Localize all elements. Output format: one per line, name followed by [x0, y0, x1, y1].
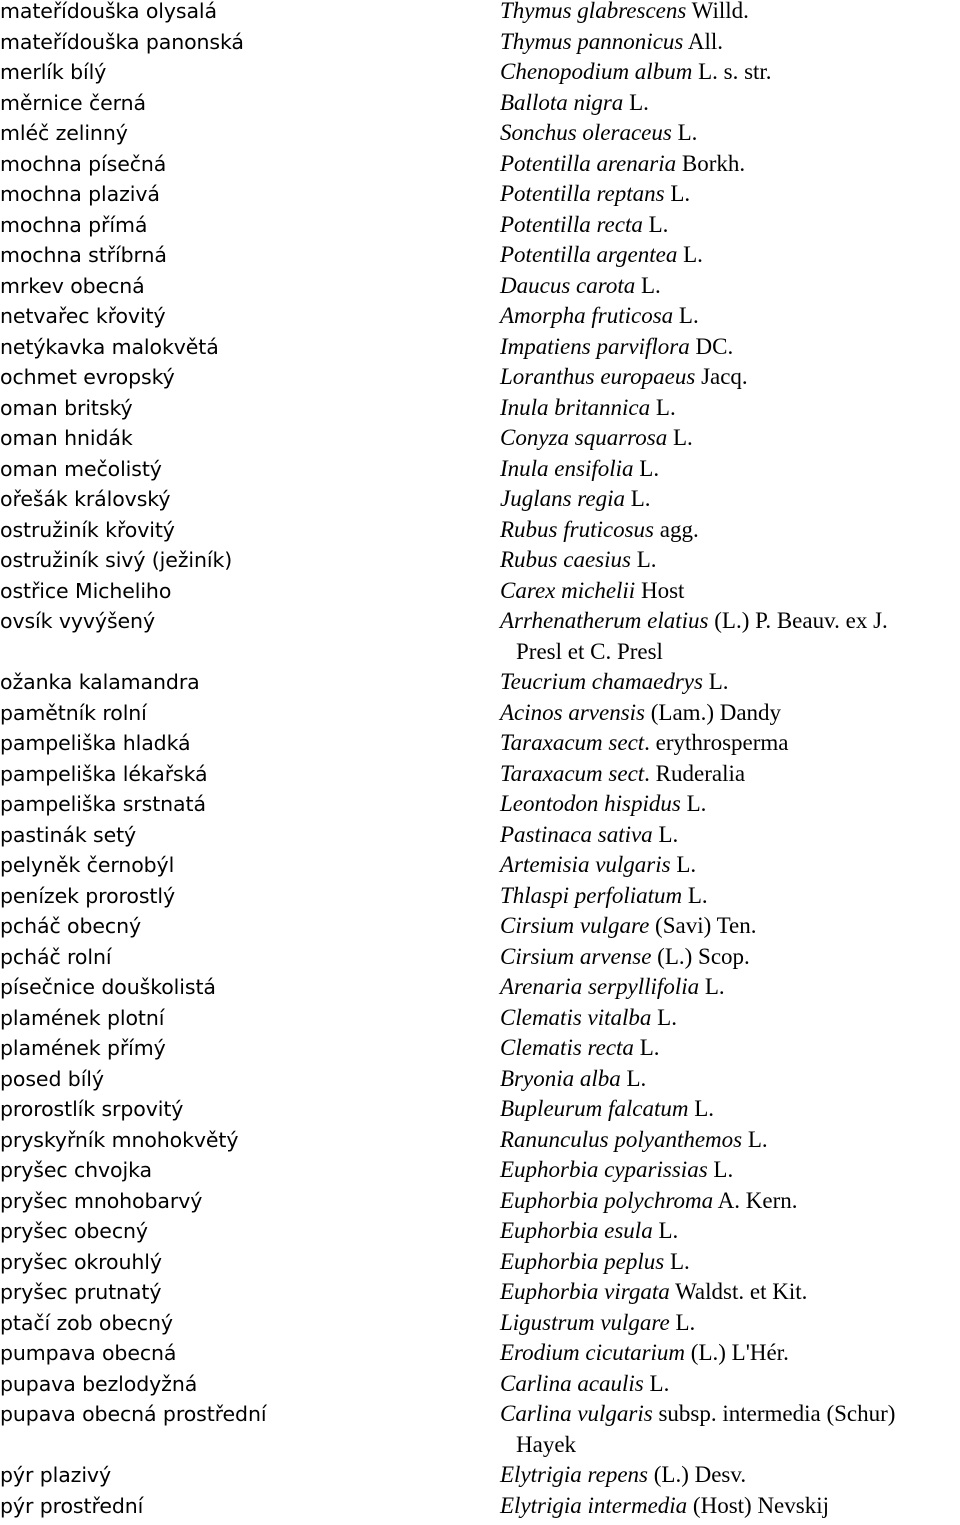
czech-name: pryšec okrouhlý [0, 1249, 162, 1274]
authority: L. [667, 425, 693, 450]
czech-name: ostřice Micheliho [0, 578, 172, 603]
czech-name: mochna přímá [0, 212, 148, 237]
czech-name: pamětník rolní [0, 700, 147, 725]
species-row [0, 393, 960, 424]
latin-name [500, 759, 960, 790]
latin-name [500, 240, 960, 271]
species-row [0, 332, 960, 363]
authority: L. [680, 791, 707, 816]
binomial: Potentilla argentea [500, 242, 678, 267]
czech-name: mochna plazivá [0, 182, 160, 206]
binomial: Chenopodium album [500, 59, 693, 84]
authority: L. [682, 882, 708, 908]
binomial: Euphorbia cyparissias [500, 1157, 708, 1182]
latin-name [500, 1186, 960, 1217]
species-row [0, 911, 960, 942]
authority: subsp. intermedia (Schur) [652, 1401, 896, 1426]
binomial: Elytrigia repens [500, 1462, 648, 1487]
binomial: Thymus pannonicus [500, 28, 684, 54]
species-row [0, 118, 960, 149]
czech-name: plamének přímý [0, 1036, 166, 1060]
authority: All. [683, 28, 723, 54]
czech-name: ovsík vyvýšený [0, 609, 155, 633]
authority: L. [699, 974, 725, 999]
binomial: Ranunculus polyanthemos [500, 1126, 743, 1152]
czech-name: pryšec obecný [0, 1219, 148, 1243]
authority: (L.) P. Beauv. ex J. [708, 608, 888, 633]
binomial: Potentilla arenaria [500, 150, 677, 176]
species-row [0, 1399, 960, 1460]
authority: L. [630, 547, 657, 572]
binomial: Cirsium arvense [500, 943, 652, 969]
authority: L. [664, 181, 691, 206]
authority: L. [677, 242, 703, 267]
authority: (L.) L'Hér. [685, 1340, 789, 1365]
czech-name: ostružiník sivý (ježiník) [0, 548, 233, 572]
authority: L. [643, 1370, 670, 1396]
czech-name: mochna písečná [0, 151, 167, 176]
authority: . erythrosperma [644, 730, 789, 755]
authority: . Ruderalia [644, 760, 746, 786]
authority: L. [670, 852, 697, 877]
czech-name: pcháč obecný [0, 914, 141, 938]
czech-name: pýr prostřední [0, 1493, 144, 1518]
species-row [0, 301, 960, 332]
czech-name: pampeliška srstnatá [0, 792, 206, 816]
binomial: Taraxacum sect [500, 760, 645, 786]
binomial: Cirsium vulgare [500, 913, 650, 938]
latin-name [500, 179, 960, 210]
czech-name: mateřídouška panonská [0, 29, 244, 54]
authority: L. [664, 1248, 690, 1274]
authority: L. [623, 89, 649, 115]
czech-name: pampeliška hladká [0, 731, 191, 755]
species-row [0, 942, 960, 973]
czech-name: netýkavka malokvětá [0, 334, 219, 359]
czech-name: posed bílý [0, 1066, 104, 1091]
czech-name: oman britský [0, 395, 133, 420]
authority: L. [671, 120, 698, 145]
binomial: Artemisia vulgaris [500, 852, 671, 877]
czech-name: mléč zelinný [0, 121, 128, 145]
authority: L. [707, 1157, 734, 1182]
binomial: Ballota nigra [500, 89, 624, 115]
latin-name [500, 88, 960, 119]
authority: L. [633, 455, 660, 481]
binomial: Teucrium chamaedrys [500, 669, 703, 694]
authority: L. [669, 1309, 696, 1335]
latin-name [500, 301, 960, 332]
latin-name [500, 393, 960, 424]
czech-name: pryšec prutnatý [0, 1280, 162, 1304]
binomial: Potentilla reptans [500, 181, 665, 206]
species-row [0, 698, 960, 729]
species-row [0, 1003, 960, 1034]
latin-name [500, 1003, 960, 1034]
species-row [0, 362, 960, 393]
latin-name [500, 210, 960, 241]
czech-name: prorostlík srpovitý [0, 1097, 184, 1121]
species-row [0, 576, 960, 607]
latin-name [500, 1155, 960, 1186]
species-row [0, 1491, 960, 1522]
binomial: Erodium cicutarium [500, 1340, 686, 1365]
authority: L. [650, 394, 676, 420]
binomial: Rubus fruticosus [500, 516, 654, 542]
authority: Waldst. et Kit. [669, 1279, 808, 1304]
species-row [0, 271, 960, 302]
authority: L. [688, 1096, 715, 1121]
binomial: Arrhenatherum elatius [500, 608, 709, 633]
binomial: Potentilla recta [500, 211, 643, 237]
latin-name [500, 820, 960, 851]
czech-name: merlík bílý [0, 60, 107, 84]
binomial: Bryonia alba [500, 1065, 621, 1091]
species-row [0, 454, 960, 485]
czech-name: ochmet evropský [0, 365, 175, 389]
czech-name: pupava bezlodyžná [0, 1371, 198, 1396]
binomial: Thlaspi perfoliatum [500, 882, 683, 908]
latin-name [500, 1094, 960, 1125]
binomial: Euphorbia peplus [500, 1248, 665, 1274]
authority: L. [642, 211, 669, 237]
authority: L. [633, 1035, 660, 1060]
latin-name [500, 149, 960, 180]
authority: Host [635, 577, 685, 603]
authority: Willd. [686, 0, 749, 23]
latin-name [500, 576, 960, 607]
species-row [0, 1338, 960, 1369]
species-row [0, 1460, 960, 1491]
binomial: Acinos arvensis [500, 699, 646, 725]
binomial: Leontodon hispidus [500, 791, 681, 816]
species-row [0, 1155, 960, 1186]
authority: A. Kern. [713, 1187, 798, 1213]
binomial: Elytrigia intermedia [500, 1492, 688, 1518]
binomial: Juglans regia [500, 486, 625, 511]
binomial: Rubus caesius [500, 547, 631, 572]
authority-continuation: Presl et C. Presl [516, 638, 663, 664]
czech-name: mochna stříbrná [0, 243, 167, 267]
latin-name [500, 1369, 960, 1400]
latin-name [500, 1033, 960, 1064]
species-row [0, 545, 960, 576]
binomial: Inula ensifolia [500, 455, 634, 481]
species-row [0, 149, 960, 180]
species-row [0, 667, 960, 698]
czech-name: písečnice douškolistá [0, 975, 216, 999]
czech-name: ostružiník křovitý [0, 517, 175, 542]
latin-name [500, 332, 960, 363]
czech-name: pupava obecná prostřední [0, 1402, 267, 1426]
species-row [0, 57, 960, 88]
binomial: Amorpha fruticosa [500, 303, 674, 328]
species-row [0, 210, 960, 241]
czech-name: pastinák setý [0, 822, 137, 847]
species-row [0, 1308, 960, 1339]
authority: (Host) Nevskij [687, 1492, 829, 1518]
authority-continuation: Hayek [516, 1431, 577, 1457]
latin-name [500, 545, 960, 576]
species-row [0, 789, 960, 820]
authority: (L.) Scop. [651, 943, 750, 969]
species-row [0, 1277, 960, 1308]
binomial: Thymus glabrescens [500, 0, 687, 23]
authority: Jacq. [695, 364, 748, 389]
species-row [0, 1033, 960, 1064]
czech-name: ptačí zob obecný [0, 1310, 173, 1335]
czech-name: mrkev obecná [0, 273, 145, 298]
authority: agg. [653, 516, 699, 542]
binomial: Inula britannica [500, 394, 651, 420]
binomial: Clematis vitalba [500, 1004, 652, 1030]
latin-name [500, 362, 960, 393]
czech-name: pcháč rolní [0, 944, 112, 969]
czech-name: pryskyřník mnohokvětý [0, 1127, 239, 1152]
species-row [0, 484, 960, 515]
species-row [0, 1216, 960, 1247]
authority: (Lam.) Dandy [645, 699, 782, 725]
species-row [0, 850, 960, 881]
authority: L. [625, 486, 651, 511]
species-row [0, 1094, 960, 1125]
czech-name: ožanka kalamandra [0, 670, 200, 694]
authority: L. [620, 1065, 647, 1091]
species-row [0, 240, 960, 271]
czech-name: pumpava obecná [0, 1341, 177, 1365]
species-row [0, 1369, 960, 1400]
latin-name [500, 881, 960, 912]
authority: L. [652, 1218, 679, 1243]
latin-name [500, 1460, 960, 1491]
species-row [0, 423, 960, 454]
species-row [0, 1247, 960, 1278]
species-row [0, 606, 960, 667]
latin-name [500, 271, 960, 302]
authority: (Savi) Ten. [649, 913, 757, 938]
latin-name [500, 850, 960, 881]
authority: Borkh. [676, 150, 746, 176]
authority: (L.) Desv. [647, 1462, 747, 1487]
species-row [0, 759, 960, 790]
binomial: Bupleurum falcatum [500, 1096, 689, 1121]
binomial: Carlina vulgaris [500, 1401, 653, 1426]
latin-name [500, 1125, 960, 1156]
authority: L. [635, 272, 661, 298]
latin-name [500, 515, 960, 546]
latin-name [500, 1064, 960, 1095]
czech-name: pryšec mnohobarvý [0, 1188, 203, 1213]
species-row [0, 179, 960, 210]
latin-name [500, 1308, 960, 1339]
binomial: Clematis recta [500, 1035, 634, 1060]
binomial: Arenaria serpyllifolia [500, 974, 700, 999]
latin-name [500, 1338, 960, 1369]
binomial: Taraxacum sect [500, 730, 645, 755]
authority: L. [673, 303, 699, 328]
latin-name [500, 972, 960, 1003]
latin-name [500, 789, 960, 820]
czech-name: mateřídouška olysalá [0, 0, 217, 23]
species-row [0, 515, 960, 546]
species-row [0, 881, 960, 912]
czech-name: měrnice černá [0, 90, 146, 115]
authority: L. [702, 669, 729, 694]
latin-name [500, 57, 960, 88]
binomial: Carex michelii [500, 577, 636, 603]
latin-name [500, 1491, 960, 1522]
binomial: Sonchus oleraceus [500, 120, 672, 145]
latin-name [500, 698, 960, 729]
authority: L. s. str. [692, 59, 772, 84]
binomial: Daucus carota [500, 272, 636, 298]
binomial: Carlina acaulis [500, 1370, 644, 1396]
species-row [0, 972, 960, 1003]
authority: L. [742, 1126, 768, 1152]
czech-name: netvařec křovitý [0, 304, 166, 328]
czech-name: oman mečolistý [0, 456, 162, 481]
binomial: Impatiens parviflora [500, 333, 690, 359]
latin-name [500, 1399, 960, 1460]
binomial: Conyza squarrosa [500, 425, 668, 450]
species-row [0, 1064, 960, 1095]
latin-name [500, 728, 960, 759]
czech-name: pampeliška lékařská [0, 761, 208, 786]
species-row [0, 88, 960, 119]
binomial: Loranthus europaeus [500, 364, 696, 389]
czech-name: oman hnidák [0, 426, 133, 450]
binomial: Pastinaca sativa [500, 821, 653, 847]
latin-name [500, 667, 960, 698]
latin-name [500, 423, 960, 454]
latin-name [500, 1277, 960, 1308]
latin-name [500, 118, 960, 149]
authority: L. [651, 1004, 677, 1030]
latin-name [500, 484, 960, 515]
czech-name: plamének plotní [0, 1005, 165, 1030]
latin-name [500, 1247, 960, 1278]
czech-name: penízek prorostlý [0, 883, 175, 908]
czech-name: ořešák královský [0, 487, 171, 511]
latin-name [500, 0, 960, 27]
species-row [0, 1186, 960, 1217]
latin-name [500, 1216, 960, 1247]
czech-name: pryšec chvojka [0, 1158, 152, 1182]
latin-name [500, 27, 960, 58]
binomial: Ligustrum vulgare [500, 1309, 670, 1335]
latin-name [500, 606, 960, 667]
authority: L. [652, 821, 679, 847]
latin-name [500, 942, 960, 973]
czech-name: pýr plazivý [0, 1463, 111, 1487]
authority: DC. [689, 333, 734, 359]
binomial: Euphorbia polychroma [500, 1187, 714, 1213]
species-row [0, 27, 960, 58]
species-row [0, 820, 960, 851]
latin-name [500, 911, 960, 942]
species-row [0, 728, 960, 759]
binomial: Euphorbia esula [500, 1218, 653, 1243]
czech-name: pelyněk černobýl [0, 853, 175, 877]
species-row [0, 1125, 960, 1156]
latin-name [500, 454, 960, 485]
species-row [0, 0, 960, 27]
binomial: Euphorbia virgata [500, 1279, 670, 1304]
